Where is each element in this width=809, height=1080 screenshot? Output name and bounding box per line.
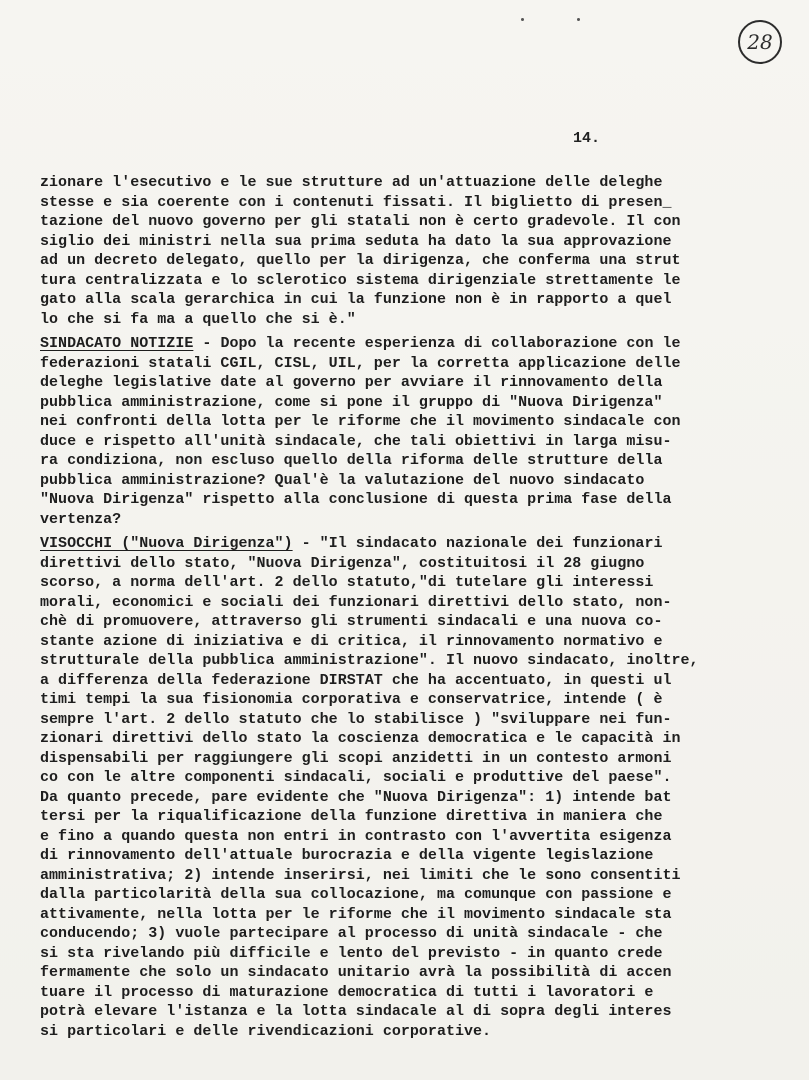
document-body (40, 173, 790, 1041)
text-line: siglio dei ministri nella sua prima seduta ha dato la sua approvazione (40, 232, 672, 250)
text-line: e fino a quando questa non entri in contrasto con l'avvertita esigenza (40, 827, 672, 845)
text-line: vertenza? (40, 510, 122, 528)
text-line: conducendo; 3) vuole partecipare al processo di unità sindacale - che (40, 925, 663, 942)
text-line: tersi per la riqualificazione della funzione direttiva in maniera che (40, 808, 663, 825)
text-line (40, 334, 790, 354)
text-line: chè di promuovere, attraverso gli strumenti sindacali e una nuova co- (40, 613, 663, 630)
text-line: lo che si fa ma a quello che si è." (40, 310, 356, 328)
text-line: fermamente che solo un sindacato unitario avrà la possibilità di accen (40, 964, 672, 981)
text-line: amministrativa; 2) intende inserirsi, nei limiti che le sono consentiti (40, 866, 681, 884)
text-line: pubblica amministrazione? Qual'è la valutazione del nuovo sindacato (40, 471, 645, 489)
text-line: morali, economici e sociali dei funzionari direttivi dello stato, non- (40, 593, 672, 611)
paragraph-3 (40, 534, 790, 1041)
speck (577, 18, 580, 21)
text-line: stesse e sia coerente con i contenuti fissati. Il biglietto di presen_ (40, 193, 672, 211)
text-line: a differenza della federazione DIRSTAT che ha accentuato, in questi ul (40, 671, 672, 689)
text-line: attivamente, nella lotta per le riforme che il movimento sindacale sta (40, 905, 672, 923)
text-line: "Nuova Dirigenza" rispetto alla conclusione di questa prima fase della (40, 491, 672, 508)
text-line: zionari direttivi dello stato la coscienza democratica e le capacità in (40, 730, 681, 747)
text-line: scorso, a norma dell'art. 2 dello statuto,"di tutelare gli interessi (40, 574, 654, 591)
text-line: si sta rivelando più difficile e lento del previsto - in quanto crede (40, 944, 663, 962)
text-line: dalla particolarità della sua collocazione, ma comunque con passione e (40, 886, 672, 903)
text-line: nei confronti della lotta per le riforme che il movimento sindacale con (40, 413, 681, 430)
text-line: timi tempi la sua fisionomia corporativa e conservatrice, intende ( è (40, 691, 663, 708)
heading-continuation: - Dopo la recente esperienza di collaborazione con le (193, 335, 681, 352)
text-line: direttivi dello stato, "Nuova Dirigenza", costituitosi il 28 giugno (40, 554, 645, 572)
text-line: tuare il processo di maturazione democratica di tutti i lavoratori e (40, 983, 654, 1001)
text-line (40, 534, 790, 554)
page-stamp: 28 (738, 20, 782, 64)
text-line: pubblica amministrazione, come si pone il gruppo di "Nuova Dirigenza" (40, 393, 663, 411)
text-line: duce e rispetto all'unità sindacale, che tali obiettivi in larga misu- (40, 432, 672, 450)
heading-continuation: - "Il sindacato nazionale dei funzionari (292, 535, 663, 552)
text-line: strutturale della pubblica amministrazione". Il nuovo sindacato, inoltre, (40, 652, 699, 669)
text-line: ra condiziona, non escluso quello della riforma delle strutture della (40, 452, 663, 469)
text-line: dispensabili per raggiungere gli scopi anzidetti in un contesto armoni (40, 749, 672, 767)
text-line: tura centralizzata e lo sclerotico sistema dirigenziale strettamente le (40, 271, 681, 289)
text-line: gato alla scala gerarchica in cui la funzione non è in rapporto a quel (40, 291, 672, 308)
paragraph-2 (40, 334, 790, 529)
page-number: 14. (573, 130, 601, 147)
text-line: potrà elevare l'istanza e la lotta sindacale al di sopra degli interes (40, 1003, 672, 1020)
speck (521, 18, 524, 21)
section-heading: VISOCCHI ("Nuova Dirigenza") (40, 535, 293, 552)
text-line: si particolari e delle rivendicazioni corporative. (40, 1022, 492, 1040)
text-line: sempre l'art. 2 dello statuto che lo stabilisce ) "sviluppare nei fun- (40, 710, 672, 728)
paragraph-1 (40, 173, 790, 329)
text-line: tazione del nuovo governo per gli statali non è certo gradevole. Il con (40, 213, 681, 230)
text-line: zionare l'esecutivo e le sue strutture ad un'attuazione delle deleghe (40, 174, 663, 191)
text-line: Da quanto precede, pare evidente che "Nuova Dirigenza": 1) intende bat (40, 788, 672, 806)
text-line: deleghe legislative date al governo per avviare il rinnovamento della (40, 374, 663, 391)
text-line: stante azione di iniziativa e di critica, il rinnovamento normativo e (40, 632, 663, 650)
text-line: ad un decreto delegato, quello per la dirigenza, che conferma una strut (40, 252, 681, 269)
section-heading: SINDACATO NOTIZIE (40, 335, 194, 352)
text-line: federazioni statali CGIL, CISL, UIL, per la corretta applicazione delle (40, 354, 681, 372)
text-line: co con le altre componenti sindacali, sociali e produttive del paese". (40, 769, 672, 786)
text-line: di rinnovamento dell'attuale burocrazia e della vigente legislazione (40, 847, 654, 864)
